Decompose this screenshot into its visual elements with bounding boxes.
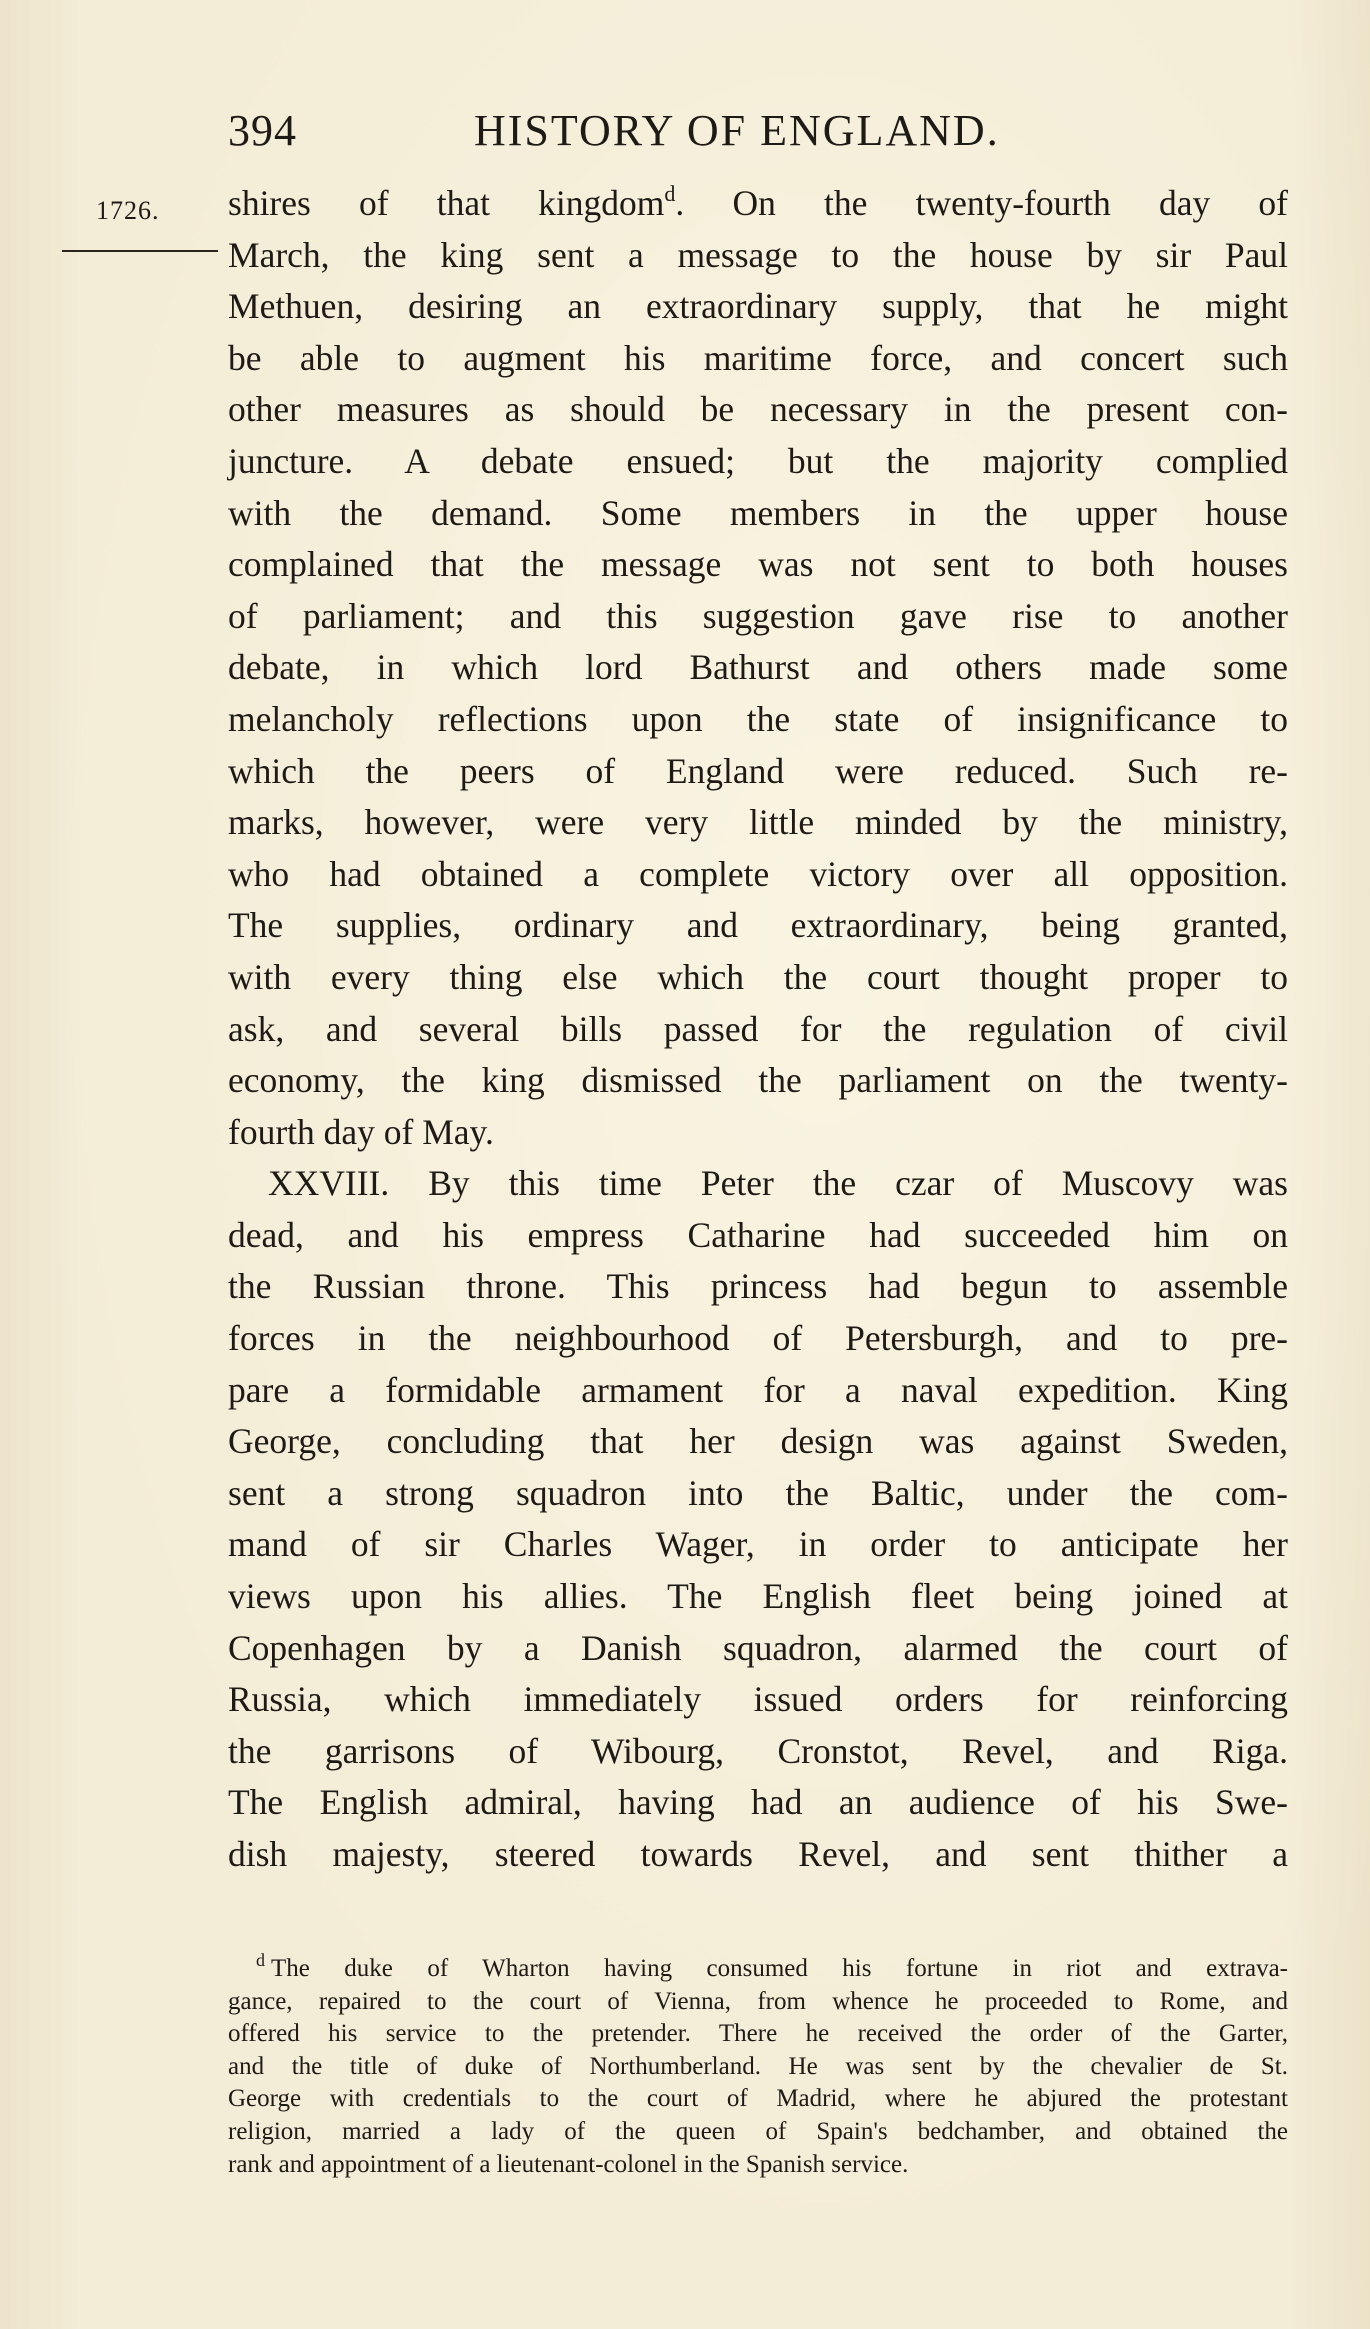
- text-line: which the peers of England were reduced. Such re-: [228, 750, 1288, 791]
- text-line: debate, in which lord Bathurst and others made some: [228, 647, 1288, 688]
- text-line: Russia, which immediately issued orders for reinforcing: [228, 1679, 1288, 1720]
- text-line: who had obtained a complete victory over all opposition.: [228, 853, 1288, 894]
- text-line: dead, and his empress Catharine had succeeded him on: [228, 1214, 1288, 1255]
- text-line: fourth day of May.: [228, 1111, 494, 1152]
- text-line: The supplies, ordinary and extraordinary, being granted,: [228, 905, 1288, 946]
- text-line: the garrisons of Wibourg, Cronstot, Revel, and Riga.: [228, 1730, 1288, 1771]
- text-line: complained that the message was not sent to both houses: [228, 544, 1288, 585]
- text-line: shires of that kingdom$^d$. On the twenty-fourth day of: [228, 181, 1288, 223]
- text-line: be able to augment his maritime force, and concert such: [228, 337, 1288, 378]
- text-line: dish majesty, steered towards Revel, and sent thither a: [228, 1834, 1288, 1874]
- margin-year: 1726.: [96, 196, 160, 225]
- footnote-mark: d: [256, 1950, 265, 1970]
- text-line: sent a strong squadron into the Baltic, under the com-: [228, 1472, 1288, 1513]
- text-line: marks, however, were very little minded by the ministry,: [228, 802, 1288, 843]
- section-start-line: XXVIII. By this time Peter the czar of Muscovy was: [268, 1163, 1288, 1204]
- text-line: George, concluding that her design was against Sweden,: [228, 1421, 1288, 1462]
- text-line: economy, the king dismissed the parliament on the twenty-: [228, 1060, 1288, 1101]
- text-line: the Russian throne. This princess had begun to assemble: [228, 1266, 1288, 1307]
- text-line: juncture. A debate ensued; but the majority complied: [228, 440, 1288, 481]
- text-line: with the demand. Some members in the upper house: [228, 492, 1288, 533]
- text-line: melancholy reflections upon the state of insignificance to: [228, 698, 1288, 739]
- footnote-line: and the title of duke of Northumberland. He was sent by the chevalier de St.: [228, 2052, 1288, 2080]
- footnote-line: rank and appointment of a lieutenant-colonel in the Spanish service.: [228, 2150, 909, 2178]
- text-line: pare a formidable armament for a naval expedition. King: [228, 1369, 1288, 1410]
- text-line: of parliament; and this suggestion gave rise to another: [228, 595, 1288, 636]
- margin-rule: [62, 250, 218, 252]
- text-line: mand of sir Charles Wager, in order to anticipate her: [228, 1524, 1288, 1565]
- footnote-line: gance, repaired to the court of Vienna, from whence he proceeded to Rome, and: [228, 1987, 1288, 2015]
- text-line: other measures as should be necessary in the present con-: [228, 389, 1288, 430]
- text-line: with every thing else which the court thought proper to: [228, 956, 1288, 997]
- text-line: Copenhagen by a Danish squadron, alarmed the court of: [228, 1627, 1288, 1668]
- text-line: views upon his allies. The English fleet being joined at: [228, 1576, 1288, 1617]
- footnote-line: religion, married a lady of the queen of Spain's bedchamber, and obtained the: [228, 2117, 1288, 2145]
- text-line: The English admiral, having had an audience of his Swe-: [228, 1782, 1288, 1823]
- running-title: HISTORY OF ENGLAND.: [474, 106, 1000, 155]
- text-line: Methuen, desiring an extraordinary supply, that he might: [228, 286, 1288, 327]
- footnote-line: $^d$ The duke of Wharton having consumed his fortune in riot and extrava-: [256, 1950, 1288, 1982]
- footnote-line: offered his service to the pretender. There he received the order of the Garter,: [228, 2020, 1288, 2048]
- body-text: [228, 178, 1288, 1881]
- page-header: [228, 105, 1288, 165]
- footnote-line: George with credentials to the court of Madrid, where he abjured the protestant: [228, 2085, 1288, 2113]
- footnote: [228, 1950, 1288, 2181]
- text-line: ask, and several bills passed for the regulation of civil: [228, 1008, 1288, 1049]
- page-number: 394: [228, 106, 297, 155]
- footnote-reference: d: [664, 181, 676, 206]
- text-line: March, the king sent a message to the house by sir Paul: [228, 234, 1288, 275]
- text-line: forces in the neighbourhood of Petersburgh, and to pre-: [228, 1318, 1288, 1359]
